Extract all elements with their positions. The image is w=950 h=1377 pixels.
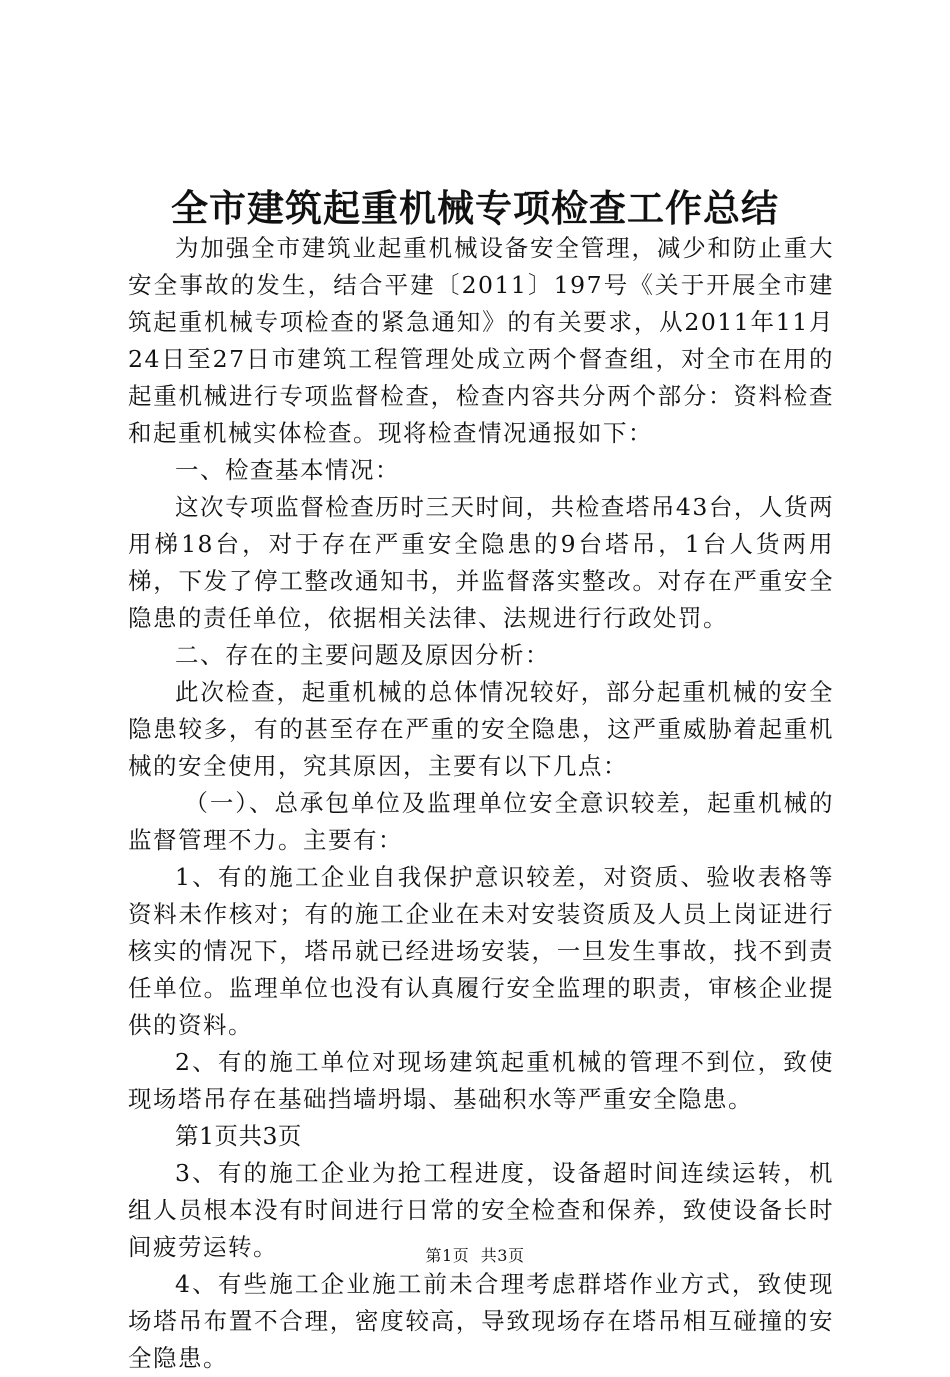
page-footer: 第1页 共3页 xyxy=(425,1246,525,1265)
document-title: 全市建筑起重机械专项检查工作总结 xyxy=(171,186,779,230)
section-2-paragraph: 此次检查，起重机械的总体情况较好，部分起重机械的安全隐患较多，有的甚至存在严重的安全隐患，这严重威胁着起重机械的安全使用，究其原因，主要有以下几点： xyxy=(128,678,834,780)
item-3-paragraph: 3、有的施工企业为抢工程进度，设备超时间连续运转，机组人员根本没有时间进行日常的安全检查和保养，致使设备长时间疲劳运转。 xyxy=(128,1159,834,1261)
inline-page-marker: 第1页共3页 xyxy=(175,1122,302,1150)
section-1-paragraph: 这次专项监督检查历时三天时间，共检查塔吊43台，人货两用梯18台，对于存在严重安全隐患的9台塔吊，1台人货两用梯，下发了停工整改通知书，并监督落实整改。对存在严重安全隐患的责任单位，依据相关法律、法规进行行政处罚。 xyxy=(128,493,834,632)
item-1-paragraph: 1、有的施工企业自我保护意识较差，对资质、验收表格等资料未作核对；有的施工企业在未对安装资质及人员上岗证进行核实的情况下，塔吊就已经进场安装，一旦发生事故，找不到责任单位。监理单位也没有认真履行安全监理的职责，审核企业提供的资料。 xyxy=(128,863,834,1039)
document-body xyxy=(128,230,834,1377)
item-2-paragraph: 2、有的施工单位对现场建筑起重机械的管理不到位，致使现场塔吊存在基础挡墙坍塌、基础积水等严重安全隐患。 xyxy=(128,1048,834,1113)
section-heading-2: 二、存在的主要问题及原因分析： xyxy=(175,641,550,669)
item-4-paragraph: 4、有些施工企业施工前未合理考虑群塔作业方式，致使现场塔吊布置不合理，密度较高，导致现场存在塔吊相互碰撞的安全隐患。 xyxy=(128,1270,834,1372)
section-heading-1: 一、检查基本情况： xyxy=(175,456,400,484)
intro-paragraph: 为加强全市建筑业起重机械设备安全管理，减少和防止重大安全事故的发生，结合平建〔2011〕197号《关于开展全市建筑起重机械专项检查的紧急通知》的有关要求，从2011年11月24日至27日市建筑工程管理处成立两个督查组，对全市在用的起重机械进行专项监督检查，检查内容共分两个部分：资料检查和起重机械实体检查。现将检查情况通报如下： xyxy=(128,234,834,447)
subsection-heading-1: （一）、总承包单位及监理单位安全意识较差，起重机械的监督管理不力。主要有： xyxy=(128,789,834,854)
